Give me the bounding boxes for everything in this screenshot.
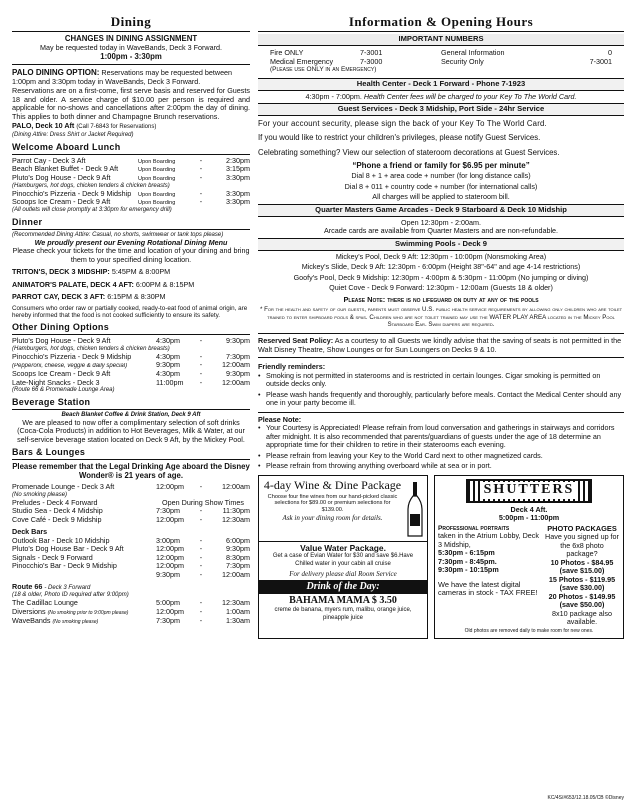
lunch-note-2: (All outlets will close promptly at 3:30pm for emergency drill) xyxy=(12,206,172,213)
numbers-note: (Please use ONLY in an Emergency) xyxy=(270,66,377,74)
list-item: Pluto's Dog House - Deck 9 Aft Upon Boarding - 3:30pm xyxy=(12,173,250,183)
wine-text: Choose four fine wines from our hand-picked classic selections for $89.00 or premium selections for $139.00. xyxy=(267,493,398,513)
guest-p3: Celebrating something? View our selection of stateroom decorations at Guest Services. xyxy=(258,147,560,157)
list-item: Pinocchio's Pizzeria - Deck 9 Midship Upon Boarding - 3:30pm xyxy=(12,188,250,198)
package-label: 10 Photos - $84.95 xyxy=(550,557,614,567)
deck-bars-list xyxy=(12,537,250,579)
guest-p1: For your account security, please sign the back of your Key To The World Card. xyxy=(258,119,547,129)
palo-section xyxy=(12,68,250,139)
lunch-note-1: (Hamburgers, hot dogs, chicken tenders & chicken breasts) xyxy=(12,182,170,189)
list-item: • Smoking is not permitted in staterooms and is restricted in certain lounges. Cigar smoking is permitted on outside decks only. xyxy=(258,370,601,389)
phone-title: “Phone a friend or family for $6.95 per minute” xyxy=(352,160,530,170)
water-deliver: For delivery please dial Room Service xyxy=(289,569,397,578)
package-label: 20 Photos - $149.95 xyxy=(548,591,616,601)
palo-attire: (Dining Attire: Dress Shirt or Jacket Required) xyxy=(12,132,134,139)
shutters-location: Deck 4 Aft. xyxy=(510,504,548,514)
shutters-ad xyxy=(434,475,624,639)
arcade-time: Open 12:30pm - 2:00am. xyxy=(401,217,481,227)
palo-label: PALO DINING OPTION: xyxy=(12,68,100,78)
dining-column xyxy=(12,14,250,806)
list-item: 9:30pm - 12:00am xyxy=(156,569,250,579)
drink-title: Drink of the Day: xyxy=(259,580,427,594)
dinner-heading: Dinner xyxy=(12,217,250,230)
list-item: • Please refrain from throwing anything overboard while at sea or in port. xyxy=(258,461,492,471)
route66-heading: Route 66 xyxy=(12,582,43,592)
pools-note-head: Please Note: there is no lifeguard on duty at any of the pools xyxy=(343,294,539,304)
changes-section xyxy=(12,34,250,61)
reminders-heading: Friendly reminders: xyxy=(258,362,326,372)
phone-line: All charges will be applied to stateroom bill. xyxy=(372,192,510,202)
dinner-rotational: We proudly present our Evening Rotational Dining Menu xyxy=(34,237,228,247)
list-item: Cove Café - Deck 9 Midship 12:00pm - 12:30am xyxy=(12,514,250,524)
drinking-age-notice: Please remember that the Legal Drinking Age aboard the Disney Wonder® is 21 years of age. xyxy=(12,461,250,481)
pools-heading: Swimming Pools - Deck 9 xyxy=(258,238,624,251)
pools-note-body: * For the health and safety of our guests, parents must observe U.S. public health service requirements by allowing only children who are toilet trained to enter shipboard pools & spas. Children who are not toilet trained may use the WATER PLAY AREA located in the Mickey Pool Starboard Ear. Swim diapers are required. xyxy=(259,306,623,328)
package-label: 15 Photos - $119.95 xyxy=(548,574,616,584)
list-item: The Cadillac Lounge 5:00pm - 12:30am xyxy=(12,598,250,608)
bars-heading: Bars & Lounges xyxy=(12,447,250,460)
deck-bars-heading: Deck Bars xyxy=(12,527,48,537)
pools-list xyxy=(258,253,624,293)
drink-name: BAHAMA MAMA $ 3.50 xyxy=(289,594,397,606)
palo-body: Reservations are on a first-come, first serve basis and reserved for Guests 18 and older. A service charge of $10.00 per person is required and applicable for no-shows and cancellations after 2:00pm the day of dining. This applies to both dinner and Champagne Brunch reservations. xyxy=(12,86,250,121)
guest-services-heading: Guest Services - Deck 3 Midship, Port Side - 24hr Service xyxy=(258,103,624,116)
palo-location: PALO, Deck 10 Aft xyxy=(12,121,75,131)
beverage-sub: Beach Blanket Coffee & Drink Station, Deck 9 Aft xyxy=(61,411,201,418)
water-title: Value Water Package. xyxy=(300,542,386,553)
package-save: (save $50.00) xyxy=(559,600,605,610)
list-item: Pinocchio's Pizzeria - Deck 9 Midship 4:30pm - 7:30pm xyxy=(12,351,250,361)
dinner-check: Please check your tickets for the time and location of your dining and bring them to your specified dining location. xyxy=(12,246,250,264)
wine-dine-ad xyxy=(258,475,428,639)
portrait-time: 7:30pm - 8:45pm. xyxy=(438,556,497,566)
please-note-list xyxy=(258,424,624,470)
drink-desc: creme de banana, myers rum, malibu, orange juice, pineapple juice xyxy=(274,607,412,621)
list-item: Pluto's Dog House Bar - Deck 9 Aft 12:00pm - 9:30pm xyxy=(12,544,250,554)
list-item: Parrot Cay - Deck 3 Aft Upon Boarding - 2:30pm xyxy=(12,155,250,165)
lounge-note: (No smoking please) xyxy=(12,491,68,498)
list-item: • Please refrain from leaving your Key to the World Card next to other magnetized cards. xyxy=(258,450,543,460)
shutters-hours: 5:00pm - 11:00pm xyxy=(498,513,560,523)
phone-line: Dial 8 + 1 + area code + number (for long distance calls) xyxy=(351,171,531,181)
dinner-venue: ANIMATOR'S PALATE, DECK 4 AFT: 6:00PM & 8:15PM xyxy=(12,279,195,289)
reserved-seat: Reserved Seat Policy: As a courtesy to all Guests we kindly advise that the saving of seats is not permitted in the Walt Disney Theatre, Show Lounges or for Sun Loungers on Decks 9 & 10. xyxy=(258,336,622,354)
dinner-warning: Consumers who order raw or partially cooked, ready-to-eat food of animal origin, are hereby informed that the food is not cooked sufficiently to ensure its safety. xyxy=(12,304,248,319)
list-item: Late-Night Snacks - Deck 3 11:00pm - 12:00am xyxy=(12,377,250,387)
list-item: WaveBands (No smoking please) 7:30pm - 1:30am xyxy=(12,616,250,626)
beverage-heading: Beverage Station xyxy=(12,397,250,410)
packages-note: 8x10 package also available. xyxy=(552,608,612,627)
packages-question: Have you signed up for the 6x8 photo package? xyxy=(545,532,619,559)
ads-row xyxy=(258,475,624,639)
other-dining-heading: Other Dining Options xyxy=(12,322,250,335)
wine-bottle-icon xyxy=(406,480,424,538)
beverage-text: We are pleased to now offer a complimentary selection of soft drinks (Coca-Cola Products) in addition to Hot Beverages, Milk & Water, at our self-service beverage station located on Deck 9 Aft, by the Mickey Pool. xyxy=(17,417,245,444)
palo-text: Reservations may be requested between 1:00pm and 3:30pm today in WaveBands, Deck 3 Forward. xyxy=(12,68,233,86)
list-item: Mickey's Slide, Deck 9 Aft: 12:30pm - 6:00pm (Height 38"-64" and age 4-14 restrictions) xyxy=(301,262,581,272)
dinner-attire: (Recommended Dining Attire: Casual, no shorts, swimwear or tank tops please) xyxy=(12,231,224,238)
health-text: 4:30pm - 7:00pm. Health Center fees will be charged to your Key To The World Card. xyxy=(305,91,577,101)
other-note: (Hamburgers, hot dogs, chicken tenders & chicken breasts) xyxy=(12,345,170,352)
route66-section xyxy=(12,583,250,626)
dining-title: Dining xyxy=(12,14,250,32)
wine-ask: Ask in your dining room for details. xyxy=(282,514,383,523)
dinner-venue: TRITON'S, DECK 3 MIDSHIP: 5:45PM & 8:00PM xyxy=(12,267,171,277)
packages-heading: PHOTO PACKAGES xyxy=(547,523,617,533)
dinner-venue: PARROT CAY, DECK 3 AFT: 6:15PM & 8:30PM xyxy=(12,292,166,302)
package-save: (save $30.00) xyxy=(559,583,605,593)
reminders-list xyxy=(258,372,624,408)
list-item: Signals - Deck 9 Forward 12:00pm - 8:30pm xyxy=(12,552,250,562)
shutters-logo: SHUTTERS xyxy=(466,479,592,503)
palo-call: (Call 7-6843 for Reservations) xyxy=(76,124,157,131)
info-column xyxy=(258,14,624,806)
list-item: Preludes - Deck 4 Forward Open During Show Times xyxy=(12,497,244,507)
list-item: Diversions (No smoking prior to 9:00pm please) 12:00pm - 1:00am xyxy=(12,607,250,617)
list-item: Outlook Bar - Deck 10 Midship 3:00pm - 6:00pm xyxy=(12,535,250,545)
other-note: (Route 66 & Promenade Lounge Area) xyxy=(12,387,115,394)
other-dining-list xyxy=(12,337,250,394)
wine-title: 4-day Wine & Dine Package xyxy=(263,477,402,492)
portrait-time: 5:30pm - 6:15pm xyxy=(438,548,495,558)
info-title: Information & Opening Hours xyxy=(258,14,624,32)
guest-p2: If you would like to restrict your children's privileges, please notify Guest Services. xyxy=(258,133,541,143)
numbers-table: Fire ONLY 7-3001 Medical Emergency 7-3000 General Information 0 Security Only 7-3001 xyxy=(270,48,612,66)
list-item: Mickey's Pool, Deck 9 Aft: 12:30pm - 10:00pm (Nonsmoking Area) xyxy=(335,251,547,261)
list-item: Goofy's Pool, Deck 9 Midship: 12:30pm - 4:00pm & 5:30pm - 11:00pm (No jumping or diving) xyxy=(293,272,589,282)
portrait-time: 9:30pm - 10:15pm xyxy=(438,565,499,575)
route66-note: (18 & older, Photo ID required after 9:00pm) xyxy=(12,592,129,599)
water-text: Get a case of Evian Water for $30 and save $6.Have Chilled water in your cabin all cruise xyxy=(272,553,414,567)
portraits-heading: Professional portraits xyxy=(438,524,510,532)
shutters-footer: Old photos are removed daily to make room for new ones. xyxy=(464,627,594,634)
please-note-heading: Please Note: xyxy=(258,414,302,424)
changes-time: 1:00pm - 3:30pm xyxy=(100,52,162,61)
changes-heading: CHANGES IN DINING ASSIGNMENT xyxy=(64,34,198,44)
phone-section xyxy=(258,161,624,202)
shutters-cameras: We have the latest digital cameras in stock - TAX FREE! xyxy=(438,579,538,598)
list-item: Scoops Ice Cream - Deck 9 Aft 4:30pm - 9:30pm xyxy=(12,369,250,379)
list-item: Studio Sea - Deck 4 Midship 7:30pm - 11:30pm xyxy=(12,506,250,516)
package-save: (save $15.00) xyxy=(559,566,605,576)
arcade-text: Arcade cards are available from Quarter Masters and are non-refundable. xyxy=(323,226,559,236)
list-item: Beach Blanket Buffet - Deck 9 Aft Upon Boarding - 3:15pm xyxy=(12,164,250,174)
list-item: • Your Courtesy is Appreciated! Please refrain from loud conversation and gatherings in stairways and corridors after midnight. It is also recommended that parents/guardians of guests under the age of 18 determine an appropriate time for their children to retire in their staterooms each evening. xyxy=(258,423,615,450)
phone-line: Dial 8 + 011 + country code + number (for international calls) xyxy=(344,181,538,191)
list-item: Scoops Ice Cream - Deck 9 Aft Upon Boarding - 3:30pm xyxy=(12,197,250,207)
lunch-heading: Welcome Aboard Lunch xyxy=(12,142,250,155)
list-item: Pinocchio's Bar - Deck 9 Midship 12:00pm - 7:30pm xyxy=(12,561,250,571)
health-heading: Health Center - Deck 1 Forward - Phone 7-1923 xyxy=(258,78,624,91)
arcade-heading: Quarter Masters Game Arcades - Deck 9 Starboard & Deck 10 Midship xyxy=(258,204,624,217)
list-item: • Please wash hands frequently and thoroughly, particularly before meals. Contact the Medical Center should any one in your party become ill. xyxy=(258,389,622,408)
document-code: KC/4S/#653/12.18.05/CB ©Disney xyxy=(547,795,624,802)
changes-text: May be requested today in WaveBands, Deck 3 Forward. xyxy=(40,42,222,52)
lunch-list xyxy=(12,157,250,214)
lounges-list xyxy=(12,483,250,524)
list-item: Quiet Cove - Deck 9 Forward: 12:30pm - 12:00am (Guests 18 & older) xyxy=(329,283,553,293)
route66-location: - Deck 3 Forward xyxy=(44,585,91,592)
list-item: (Pepperoni, cheese, veggie & daily special) 9:30pm - 12:00am xyxy=(12,360,250,370)
list-item: Pluto's Dog House - Deck 9 Aft 4:30pm - 9:30pm xyxy=(12,336,250,346)
numbers-heading: IMPORTANT NUMBERS xyxy=(258,34,624,46)
portraits-text: taken in the Atrium Lobby, Deck 3 Midship, xyxy=(438,531,539,549)
list-item: Promenade Lounge - Deck 3 Aft 12:00pm - 12:00am xyxy=(12,482,250,492)
